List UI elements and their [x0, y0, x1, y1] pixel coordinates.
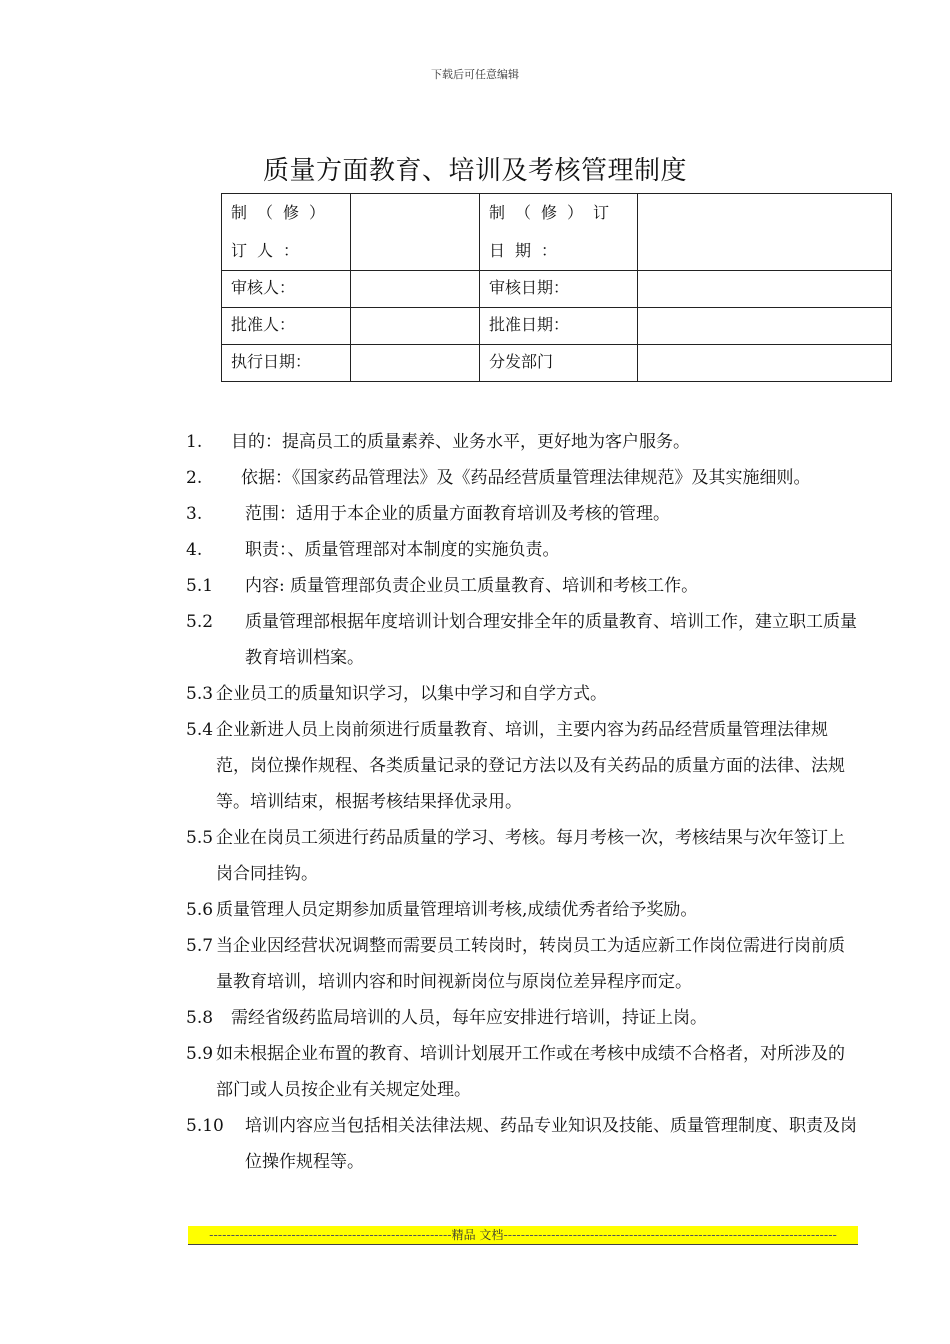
clause-list	[186, 424, 861, 1180]
clause-number: 5.1	[186, 576, 214, 596]
draft-date-value	[638, 194, 892, 271]
list-item	[186, 1000, 861, 1036]
clause-text: 培训内容应当包括相关法律法规、药品专业知识及技能、质量管理制度、职责及岗位操作规程等。	[245, 1116, 857, 1172]
effective-date-value	[351, 345, 480, 382]
table-row	[222, 345, 892, 382]
list-item	[186, 604, 861, 676]
clause-text: 企业新进人员上岗前须进行质量教育、培训，主要内容为药品经营质量管理法律规范，岗位操作规程、各类质量记录的登记方法以及有关药品的质量方面的法律、法规等。培训结束，根据考核结果择优录用。	[216, 720, 845, 812]
list-item	[186, 1036, 861, 1108]
approver-value	[351, 308, 480, 345]
clause-number: 5.4	[186, 720, 214, 740]
clause-number: 5.10	[186, 1116, 224, 1136]
clause-text: 需经省级药监局培训的人员，每年应安排进行培训，持证上岗。	[231, 1008, 707, 1028]
clause-text: 依据：《国家药品管理法》及《药品经营质量管理法律规范》及其实施细则。	[241, 468, 811, 488]
distribution-dept-value	[638, 345, 892, 382]
table-row	[222, 271, 892, 308]
clause-text: 企业员工的质量知识学习，以集中学习和自学方式。	[216, 684, 607, 704]
list-item	[186, 568, 861, 604]
approval-date-label: 批准日期：	[480, 308, 638, 345]
list-item	[186, 1108, 861, 1180]
approver-label: 批准人：	[222, 308, 351, 345]
clause-text: 职责：、质量管理部对本制度的实施负责。	[245, 540, 560, 560]
clause-number: 5.9	[186, 1044, 214, 1064]
footer-banner	[188, 1226, 858, 1245]
list-item	[186, 460, 861, 496]
list-item	[186, 676, 861, 712]
clause-text: 质量管理人员定期参加质量管理培训考核,成绩优秀者给予奖励。	[216, 900, 698, 920]
clause-text: 范围：适用于本企业的质量方面教育培训及考核的管理。	[245, 504, 670, 524]
clause-text: 质量管理部根据年度培训计划合理安排全年的质量教育、培训工作，建立职工质量教育培训档案。	[245, 612, 857, 668]
table-row	[222, 308, 892, 345]
draft-date-label: 制（修）订日期：	[480, 194, 638, 271]
clause-number: 1.	[186, 432, 203, 452]
footer-rule-right: -----------------------------------------------------------------------------	[503, 1228, 837, 1242]
clause-number: 5.5	[186, 828, 214, 848]
list-item	[186, 820, 861, 892]
drafter-value	[351, 194, 480, 271]
drafter-label: 制（修）订人：	[222, 194, 351, 271]
clause-text: 企业在岗员工须进行药品质量的学习、考核。每月考核一次，考核结果与次年签订上岗合同挂钩。	[216, 828, 845, 884]
footer-rule-left: --------------------------------------------------------	[209, 1228, 452, 1242]
list-item	[186, 928, 861, 1000]
clause-text: 内容: 质量管理部负责企业员工质量教育、培训和考核工作。	[245, 576, 699, 596]
clause-number: 5.2	[186, 612, 214, 632]
list-item	[186, 892, 861, 928]
list-item	[186, 496, 861, 532]
list-item	[186, 424, 861, 460]
clause-number: 5.8	[186, 1008, 214, 1028]
review-date-value	[638, 271, 892, 308]
clause-number: 5.3	[186, 684, 214, 704]
effective-date-label: 执行日期：	[222, 345, 351, 382]
clause-number: 2.	[186, 468, 203, 488]
page-header-note: 下载后可任意编辑	[431, 68, 519, 81]
table-row	[222, 194, 892, 271]
approval-table	[221, 193, 892, 382]
clause-text: 如未根据企业布置的教育、培训计划展开工作或在考核中成绩不合格者，对所涉及的部门或人员按企业有关规定处理。	[216, 1044, 845, 1100]
clause-number: 3.	[186, 504, 203, 524]
reviewer-label: 审核人：	[222, 271, 351, 308]
approval-date-value	[638, 308, 892, 345]
footer-label: 精品 文档	[451, 1228, 504, 1242]
clause-number: 4.	[186, 540, 203, 560]
review-date-label: 审核日期：	[480, 271, 638, 308]
reviewer-value	[351, 271, 480, 308]
clause-text: 目的：提高员工的质量素养、业务水平，更好地为客户服务。	[231, 432, 690, 452]
clause-number: 5.6	[186, 900, 214, 920]
list-item	[186, 532, 861, 568]
document-title: 质量方面教育、培训及考核管理制度	[262, 156, 687, 186]
distribution-dept-label: 分发部门	[480, 345, 638, 382]
list-item	[186, 712, 861, 820]
clause-number: 5.7	[186, 936, 214, 956]
clause-text: 当企业因经营状况调整而需要员工转岗时，转岗员工为适应新工作岗位需进行岗前质量教育培训，培训内容和时间视新岗位与原岗位差异程序而定。	[216, 936, 845, 992]
